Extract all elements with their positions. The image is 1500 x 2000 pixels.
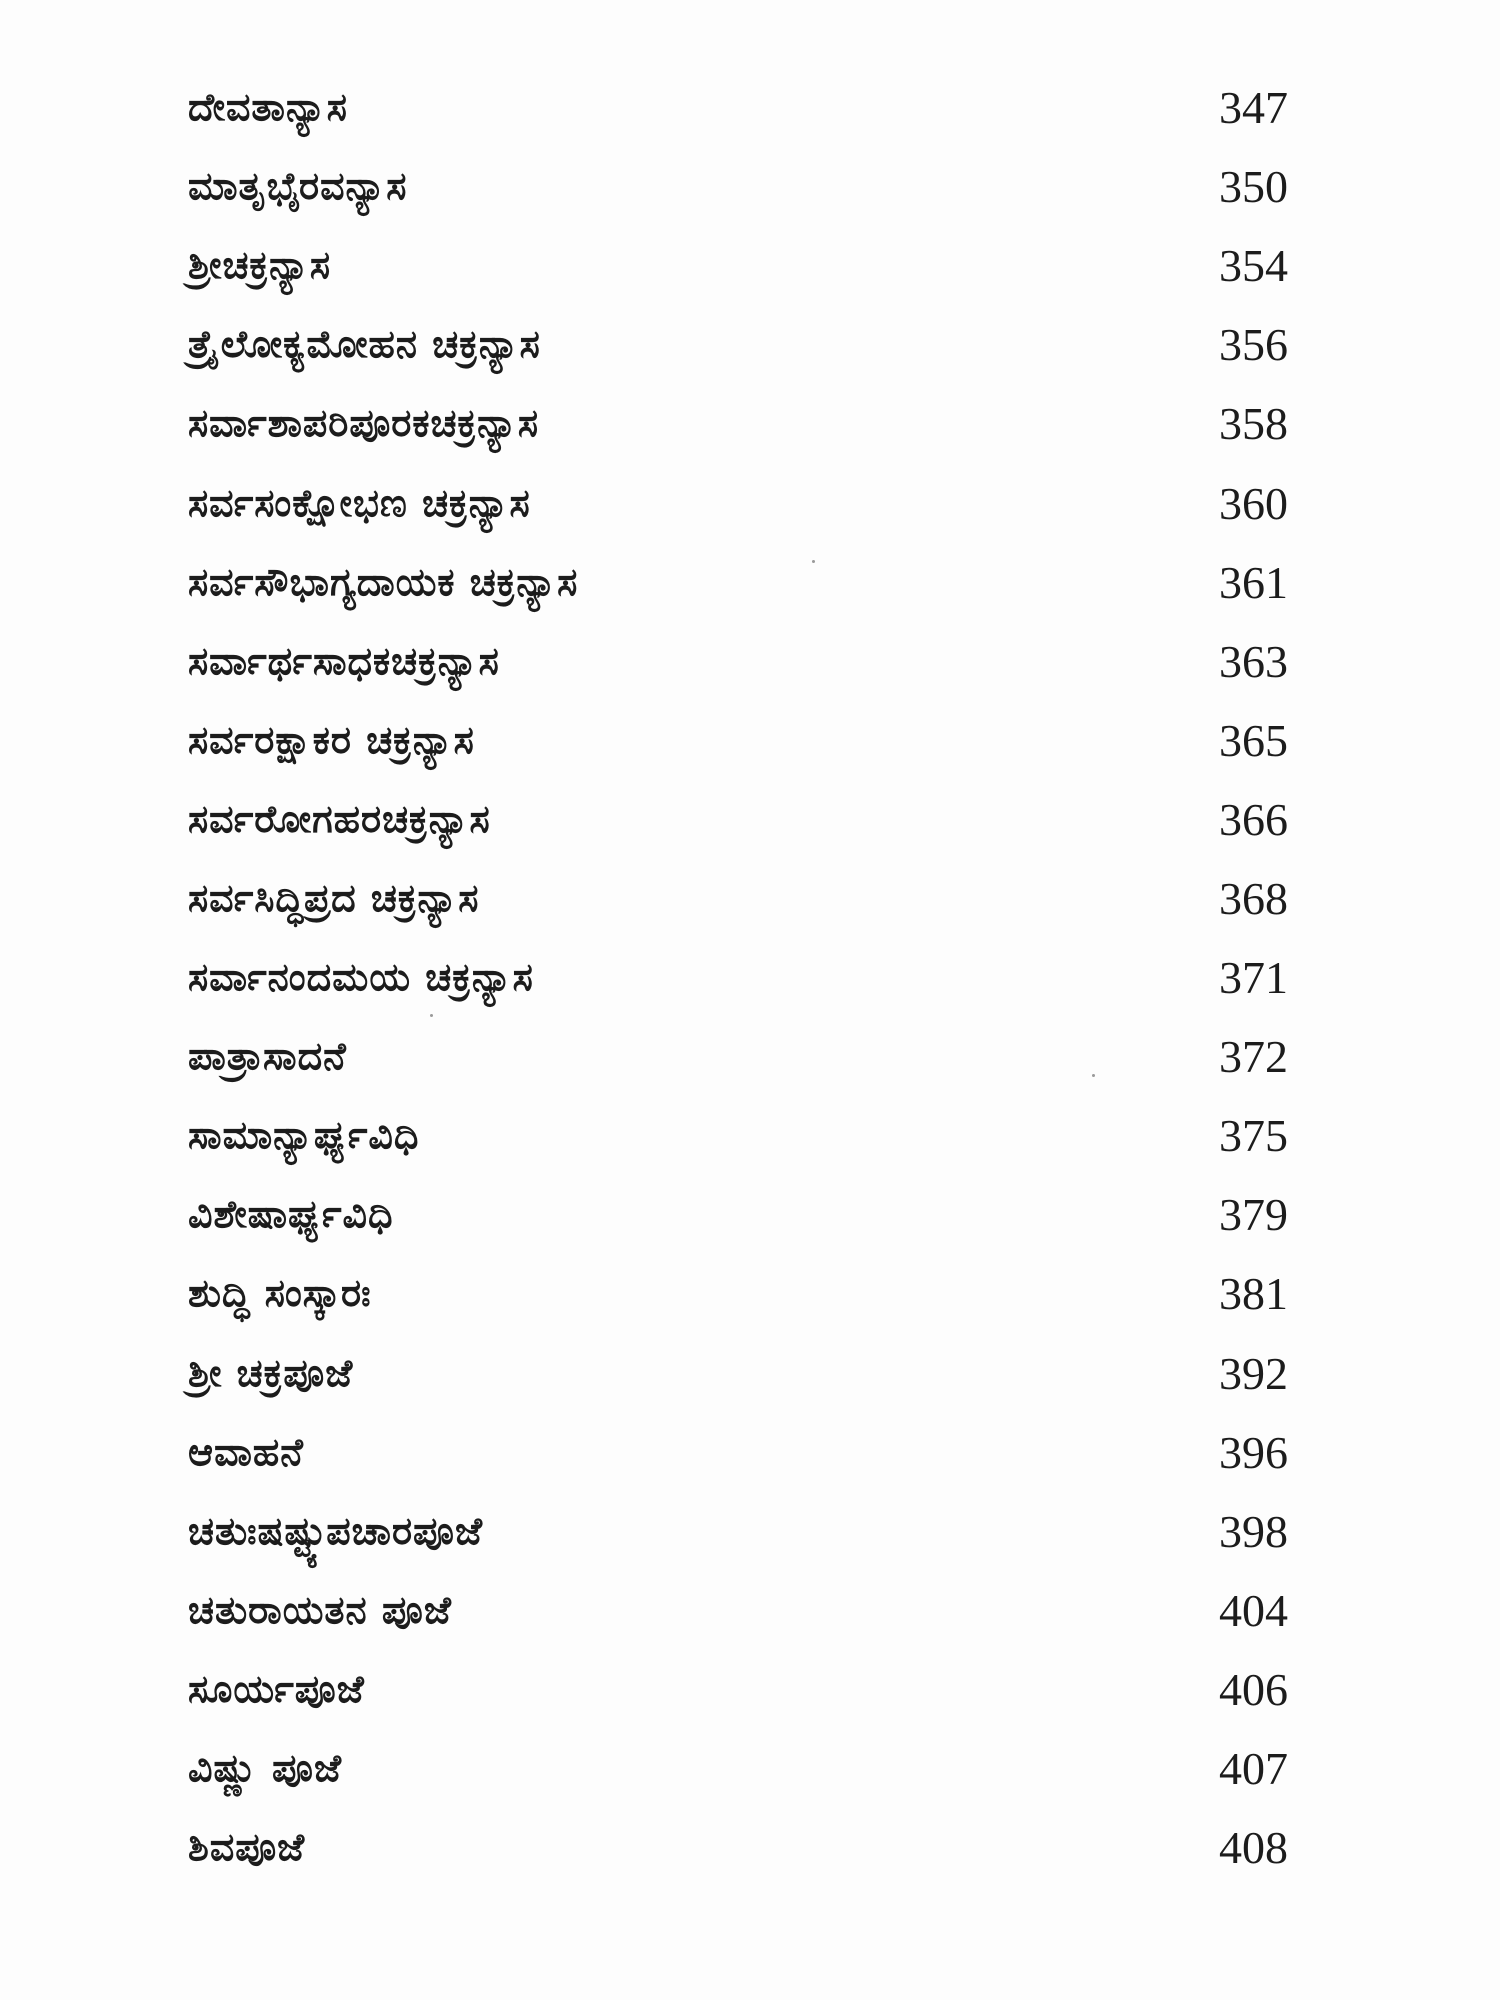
toc-entry-title: ಶ್ರೀಚಕ್ರನ್ಯಾಸ [188, 243, 332, 288]
toc-entry [188, 68, 1298, 147]
toc-entry [188, 938, 1298, 1017]
toc-entry-page-number: 354 [1219, 240, 1288, 292]
toc-entry [188, 384, 1298, 463]
toc-entry-title: ವಿಶೇಷಾರ್ಘ್ಯವಿಧಿ [188, 1192, 394, 1237]
toc-entry-title: ಪಾತ್ರಾಸಾದನೆ [188, 1034, 347, 1079]
toc-entry [188, 1175, 1298, 1254]
toc-entry-page-number: 368 [1219, 872, 1288, 924]
toc-entry-page-number: 396 [1219, 1426, 1288, 1478]
toc-entry-page-number: 347 [1219, 82, 1288, 134]
toc-entry-title: ಸರ್ವಸೌಭಾಗ್ಯದಾಯಕ ಚಕ್ರನ್ಯಾಸ [188, 559, 579, 604]
toc-entry [188, 622, 1298, 701]
toc-entry-title: ಸೂರ್ಯಪೂಜೆ [188, 1666, 365, 1711]
toc-entry-page-number: 392 [1219, 1347, 1288, 1399]
toc-entry-page-number: 406 [1219, 1663, 1288, 1715]
toc-entry-page-number: 375 [1219, 1110, 1288, 1162]
toc-entry-page-number: 408 [1219, 1822, 1288, 1874]
toc-entry [188, 1571, 1298, 1650]
toc-entry-page-number: 360 [1219, 477, 1288, 529]
toc-entry [188, 1492, 1298, 1571]
toc-entry [188, 1254, 1298, 1333]
toc-entry-page-number: 365 [1219, 714, 1288, 766]
toc-entry [188, 859, 1298, 938]
toc-entry [188, 1334, 1298, 1413]
toc-entry-title: ಸರ್ವರಕ್ಷಾಕರ ಚಕ್ರನ್ಯಾಸ [188, 717, 475, 762]
toc-entry-page-number: 407 [1219, 1743, 1288, 1795]
toc-entry-page-number: 363 [1219, 635, 1288, 687]
toc-entry-title: ವಿಷ್ಣು ಪೂಜೆ [188, 1746, 343, 1791]
toc-entry-page-number: 371 [1219, 952, 1288, 1004]
toc-entry-title: ಶುದ್ಧಿ ಸಂಸ್ಕಾರಃ [188, 1271, 372, 1316]
paper-speck [430, 1014, 433, 1017]
toc-entry [188, 701, 1298, 780]
toc-entry-page-number: 379 [1219, 1189, 1288, 1241]
toc-entry-title: ಸಾಮಾನ್ಯಾರ್ಘ್ಯವಿಧಿ [188, 1113, 420, 1158]
toc-entry [188, 1729, 1298, 1808]
toc-entry [188, 305, 1298, 384]
toc-entry [188, 1413, 1298, 1492]
toc-entry [188, 780, 1298, 859]
toc-entry [188, 1808, 1298, 1887]
toc-entry [188, 543, 1298, 622]
toc-entry-title: ಸರ್ವರೋಗಹರಚಕ್ರನ್ಯಾಸ [188, 796, 491, 841]
toc-entry-page-number: 398 [1219, 1505, 1288, 1557]
toc-entry-page-number: 381 [1219, 1268, 1288, 1320]
toc-entry-title: ಶಿವಪೂಜೆ [188, 1825, 306, 1870]
toc-entry [188, 463, 1298, 542]
toc-entry-title: ಸರ್ವಾನಂದಮಯ ಚಕ್ರನ್ಯಾಸ [188, 955, 534, 1000]
toc-entry-page-number: 366 [1219, 793, 1288, 845]
toc-entry-title: ಶ್ರೀ ಚಕ್ರಪೂಜೆ [188, 1350, 354, 1395]
toc-entry-title: ಸರ್ವಾಶಾಪರಿಪೂರಕಚಕ್ರನ್ಯಾಸ [188, 401, 540, 446]
toc-entry-title: ದೇವತಾನ್ಯಾಸ [188, 85, 348, 130]
toc-entry-title: ಚತುಃಷಷ್ಟ್ಯುಪಚಾರಪೂಜೆ [188, 1508, 484, 1553]
toc-entry-page-number: 356 [1219, 319, 1288, 371]
toc-entry-page-number: 404 [1219, 1584, 1288, 1636]
toc-entry-page-number: 361 [1219, 556, 1288, 608]
toc-entry [188, 147, 1298, 226]
toc-entry-title: ಸರ್ವಾರ್ಥಸಾಧಕಚಕ್ರನ್ಯಾಸ [188, 638, 500, 683]
table-of-contents [188, 68, 1298, 1887]
toc-entry-title: ಸರ್ವಸಿದ್ಧಿಪ್ರದ ಚಕ್ರನ್ಯಾಸ [188, 875, 480, 920]
paper-speck [1092, 1074, 1095, 1077]
toc-entry [188, 1096, 1298, 1175]
toc-entry-title: ಸರ್ವಸಂಕ್ಷೋಭಣ ಚಕ್ರನ್ಯಾಸ [188, 480, 531, 525]
toc-entry-title: ಚತುರಾಯತನ ಪೂಜೆ [188, 1587, 452, 1632]
toc-entry [188, 226, 1298, 305]
toc-entry-page-number: 358 [1219, 398, 1288, 450]
toc-entry-title: ಮಾತೃಭೈರವನ್ಯಾಸ [188, 164, 408, 209]
toc-entry-page-number: 350 [1219, 161, 1288, 213]
toc-entry [188, 1650, 1298, 1729]
toc-entry-title: ತ್ರೈಲೋಕ್ಯಮೋಹನ ಚಕ್ರನ್ಯಾಸ [188, 322, 541, 367]
paper-speck [812, 560, 815, 563]
toc-entry-page-number: 372 [1219, 1031, 1288, 1083]
toc-entry-title: ಆವಾಹನೆ [188, 1429, 304, 1474]
toc-entry [188, 1017, 1298, 1096]
